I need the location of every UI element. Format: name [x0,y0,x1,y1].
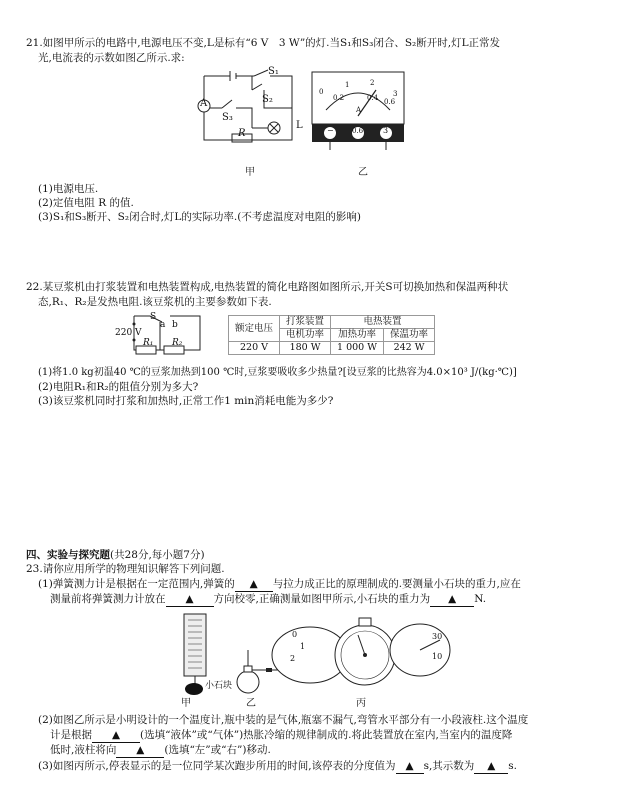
answer-blank[interactable]: ▲ [116,743,164,758]
q23-p2c: (选填“液体”或“气体”)热胀冷缩的规律制成的.将此装置放在室内,当室内的温度降 [140,729,513,741]
q22-sub1: (1)将1.0 kg初温40 ℃的豆浆加热到100 ℃时,豆浆要吸收多少热量?[设豆浆的比热容为4.0×10³ J/(kg·℃)] [38,367,517,378]
q21-sub2: (2)定值电阻 R 的值. [38,197,134,209]
q21-terminal-3: 3 [383,126,389,135]
q21-s3-label: S₃ [222,112,233,123]
q22-r1-label: R₁ [143,338,154,348]
q23-p3c: s. [508,760,518,772]
q23-watch-small-2: 2 [290,654,296,663]
q22-sub2: (2)电阻R₁和R₂的阻值分别为多大? [38,381,199,393]
section4-heading [26,548,205,562]
q21-fig-yi: 乙 [358,167,368,178]
q21-meter-tick-04: 0.4 [367,94,379,102]
table-sub-keep: 保温功率 [384,329,435,342]
q22-switch-label: S [150,312,157,322]
q23-part2-line3 [50,743,271,758]
q21-resistor-label: R [238,128,246,139]
q23-p1a: (1)弹簧测力计是根据在一定范围内,弹簧的 [38,578,235,590]
answer-blank[interactable]: ▲ [396,759,424,774]
q23-watch-small-0: 0 [292,630,298,639]
q23-part3 [38,759,517,774]
q23-p2d: 低时,液柱将向 [50,744,117,756]
q23-stone-label: 小石块 [205,681,233,691]
answer-blank[interactable]: ▲ [92,728,140,743]
q23-p1b: 与拉力成正比的原理制成的.要测量小石块的重力,应在 [272,578,521,590]
q21-meter-tick-0: 0 [319,88,324,96]
q23-watch-big-30: 30 [432,632,443,641]
table-value-voltage: 220 V [229,342,280,355]
q23-p2e: (选填“左”或“右”)移动. [164,744,271,756]
q23-intro: 23.请你应用所学的物理知识解答下列问题. [26,563,225,575]
q21-terminal-06: 0.6 [352,127,364,135]
table-header-heat: 电热装置 [331,316,435,329]
section4-title: 四、实验与探究题 [26,549,110,561]
q22-r2-label: R₂ [172,338,183,348]
table-sub-heat: 加热功率 [331,329,384,342]
q23-p3b: s,其示数为 [423,760,475,772]
answer-blank[interactable]: ▲ [474,759,508,774]
q21-meter-unit: A [356,106,362,114]
q22-line2: 态,R₁、R₂是发热电阻.该豆浆机的主要参数如下表. [38,296,272,308]
table-sub-motor: 电机功率 [280,329,331,342]
q22-parameter-table [228,315,435,355]
q23-watch-big-10: 10 [432,652,443,661]
q21-meter-top-1: 1 [345,81,350,89]
q21-meter-tick-06: 0.6 [384,98,396,106]
answer-blank[interactable]: ▲ [430,592,474,607]
q23-watch-small-1: 1 [300,642,306,651]
q23-p1c: 测量前将弹簧测力计放在 [50,593,166,605]
q23-p2a: (2)如图乙所示是小明设计的一个温度计,瓶中装的是气体,瓶塞不漏气,弯管水平部分有一小段液柱.这个温度 [38,714,529,726]
q22-voltage-label: 220 V [115,328,142,338]
q21-lamp-label: L [296,120,303,131]
table-header-voltage: 额定电压 [229,316,280,342]
q21-circuit-diagram [192,68,302,150]
table-header-beat: 打浆装置 [280,316,331,329]
q23-part1-line2 [50,592,486,607]
q21-meter-top-2: 2 [370,79,375,87]
q21-meter-top-3: 3 [393,90,398,98]
q23-fig-bing: 丙 [356,698,366,709]
q23-p1d: 方向校零,正确测量如图甲所示,小石块的重力为 [213,593,431,605]
q23-p3a: (3)如图丙所示,停表显示的是一位同学某次跑步所用的时间,该停表的分度值为 [38,760,396,772]
table-value-heat: 1 000 W [331,342,384,355]
q22-a-label: a [160,320,166,330]
table-value-keep: 242 W [384,342,435,355]
q23-part2-line2 [50,728,512,743]
table-value-motor: 180 W [280,342,331,355]
q21-line2: 光,电流表的示数如图乙所示.求: [38,52,185,64]
q23-p1e: N. [474,593,487,605]
q21-s1-label: S₁ [268,66,279,77]
q23-fig-jia: 甲 [181,698,191,709]
q21-sub1: (1)电源电压. [38,183,99,195]
q22-line1: 22.某豆浆机由打浆装置和电热装置构成,电热装置的简化电路图如图所示,开关S可切换加热和保温两种状 [26,281,509,293]
q23-fig-yi: 乙 [246,698,256,709]
answer-blank[interactable]: ▲ [166,592,214,607]
answer-blank[interactable]: ▲ [235,577,273,592]
q23-part1-line1 [38,577,521,592]
q21-line1: 21.如图甲所示的电路中,电源电压不变,L是标有“6 V 3 W”的灯.当S₁和S₃闭合、S₂断开时,灯L正常发 [26,37,501,49]
q23-p2b: 计是根据 [50,729,92,741]
q22-sub3: (3)该豆浆机同时打浆和加热时,正常工作1 min消耗电能为多少? [38,395,334,407]
q21-ammeter-label: A [200,98,208,109]
q21-fig-jia: 甲 [245,167,255,178]
q21-terminal-minus: − [327,126,334,135]
q22-b-label: b [172,320,178,330]
q21-sub3: (3)S₁和S₃断开、S₂闭合时,灯L的实际功率.(不考虑温度对电阻的影响) [38,211,361,223]
section4-note: (共28分,每小题7分) [110,549,205,561]
q21-s2-label: S₂ [262,94,273,105]
q21-meter-tick-02: 0.2 [333,94,345,102]
